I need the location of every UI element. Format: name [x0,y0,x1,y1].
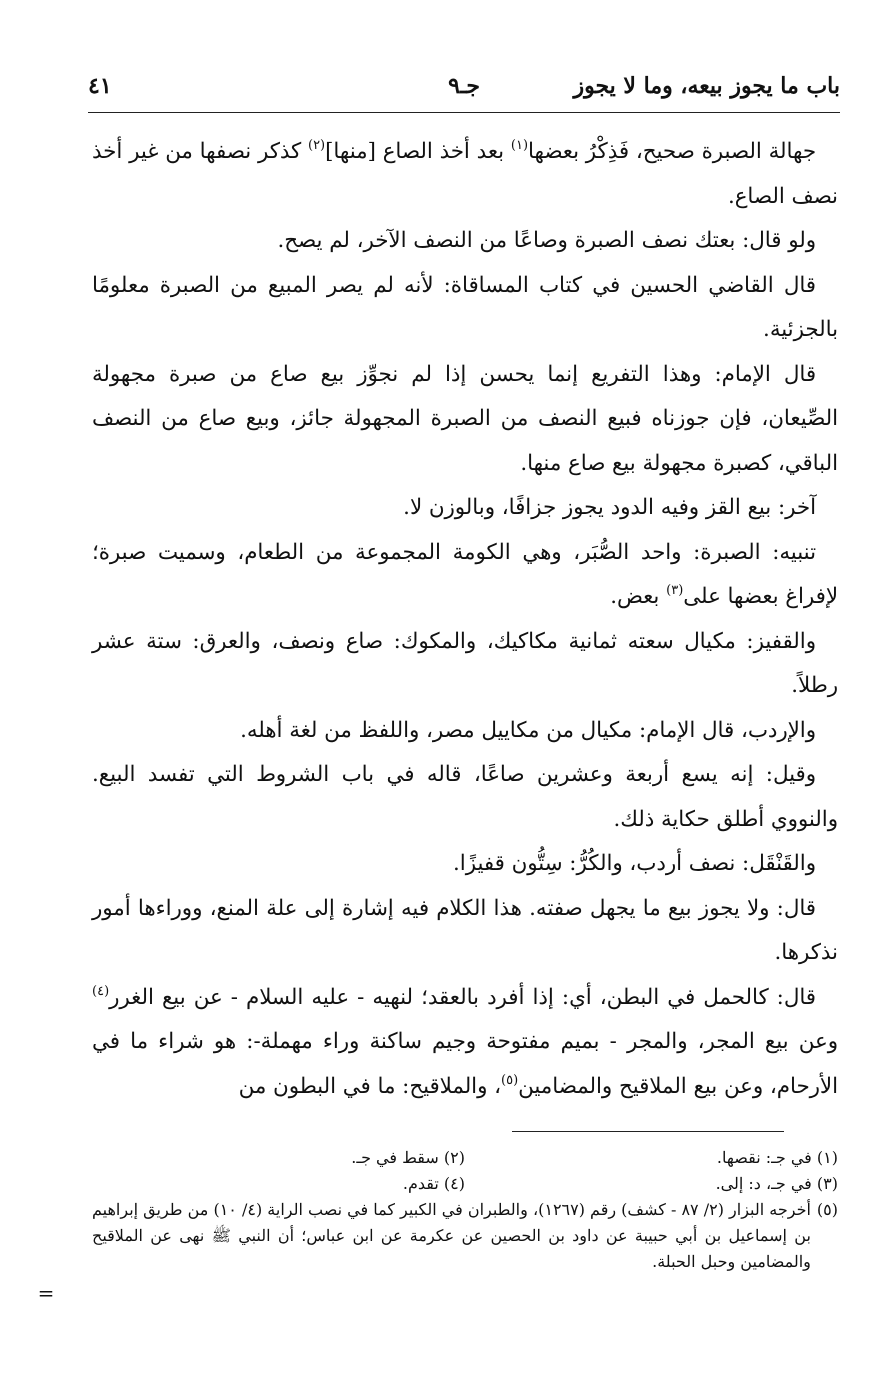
footnote-row [92,1171,838,1197]
paragraph [92,842,838,887]
text-run: والقَنْقَل: نصف أردب، والكُرُّ: سِتُّون قفيزًا. [453,851,816,876]
text-run: قال: ولا يجوز بيع ما يجهل صفته. هذا الكلام فيه إشارة إلى علة المنع، ووراءها أمور نذكرها. [92,895,838,965]
text-run: جهالة الصبرة صحيح، فَذِكْرُ بعضها [528,139,816,164]
header-rule [88,112,840,113]
footnote-number: (٥) [816,1200,838,1219]
paragraph [92,130,838,219]
paragraph [92,620,838,709]
text-run: آخر: بيع القز وفيه الدود يجوز جزافًا، وبالوزن لا. [403,495,816,520]
text-run: قال الإمام: وهذا التفريع إنما يحسن إذا لم نجوِّز بيع صاع من صبرة مجهولة الصِّيعان، فإن جوزناه فبيع النصف من الصبرة المجهولة جائز، وبيع صاع من النصف الباقي، كصبرة مجهولة بيع صاع منها. [92,361,838,476]
paragraph [92,353,838,487]
footnote-ref: (١) [510,138,529,153]
text-run: ولو قال: بعتك نصف الصبرة وصاعًا من النصف الآخر، لم يصح. [277,228,816,253]
text-run: وعن بيع المجر، والمجر - بميم مفتوحة وجيم ساكنة وراء مهملة-: هو شراء ما في الأرحام، وعن بيع الملاقيح والمضامين [92,1029,838,1099]
paragraph [92,219,838,264]
text-run: بعض. [610,584,667,609]
paragraph [92,709,838,754]
text-run: بعد أخذ الصاع [منها] [325,139,511,164]
paragraph [92,264,838,353]
footnote-5 [92,1197,838,1275]
footnote-rule [512,1131,784,1132]
paragraph [92,887,838,976]
footnote-text: في جـ، د: إلى. [715,1174,812,1193]
paragraph [92,976,838,1110]
footnote-text: تقدم. [402,1174,439,1193]
footnote-4 [92,1171,465,1197]
footnote-3 [465,1171,838,1197]
text-run: ، والملاقيح: ما في البطون من [238,1073,502,1099]
footnote-number: (٢) [443,1148,465,1167]
footnote-2 [92,1145,465,1171]
paragraph [92,486,838,531]
text-run: كذكر نصفها من غير أخذ نصف الصاع. [92,139,838,209]
page-number: ٤١ [88,73,112,99]
footnote-ref: (٥) [501,1072,519,1088]
page-header [88,66,840,106]
footnote-text: سقط في جـ. [351,1148,439,1167]
footnote-number: (٣) [816,1174,838,1193]
footnote-ref: (٤) [92,983,110,999]
text-run: والإردب، قال الإمام: مكيال من مكاييل مصر، واللفظ من لغة أهله. [240,717,816,743]
footnote-number: (٤) [443,1174,465,1193]
text-run: وقيل: إنه يسع أربعة وعشرين صاعًا، قاله في باب الشروط التي تفسد البيع. والنووي أطلق حكاية ذلك. [92,762,838,832]
footnotes [92,1145,838,1275]
footnote-ref: (٣) [666,583,684,598]
text-run: قال القاضي الحسين في كتاب المساقاة: لأنه لم يصر المبيع من الصبرة معلومًا بالجزئية. [92,272,838,342]
paragraph [92,753,838,842]
footnote-ref: (٢) [307,138,326,153]
footnote-1 [465,1145,838,1171]
volume-label: جـ٩ [448,73,480,99]
text-run: قال: كالحمل في البطن، أي: إذا أفرد بالعقد؛ لنهيه - عليه السلام - عن بيع الغرر [109,984,816,1010]
text-run: والقفيز: مكيال سعته ثمانية مكاكيك، والمكوك: صاع ونصف، والعرق: ستة عشر رطلاً. [92,628,838,698]
running-title: باب ما يجوز بيعه، وما لا يجوز [573,73,840,99]
footnote-row [92,1145,838,1171]
text-run: تنبيه: الصبرة: واحد الصُّبَر، وهي الكومة المجموعة من الطعام، وسميت صبرة؛ لإفراغ بعضها على [92,539,838,609]
footnote-text: في جـ: نقصها. [716,1148,812,1167]
paragraph [92,531,838,620]
footnote-number: (١) [816,1148,838,1167]
margin-mark: = [37,1281,55,1305]
footnote-text: أخرجه البزار (٢/ ٨٧ - كشف) رقم (١٢٦٧)، والطبران في الكبير كما في نصب الراية (٤/ ١٠) من طريق إبراهيم بن إسماعيل بن أبي حبيبة عن داود بن الحصين عن عكرمة عن ابن عباس؛ أن النبي ﷺ نهى عن الملاقيح والمضامين وحبل الحبلة. [92,1200,811,1271]
main-text [92,130,838,1109]
